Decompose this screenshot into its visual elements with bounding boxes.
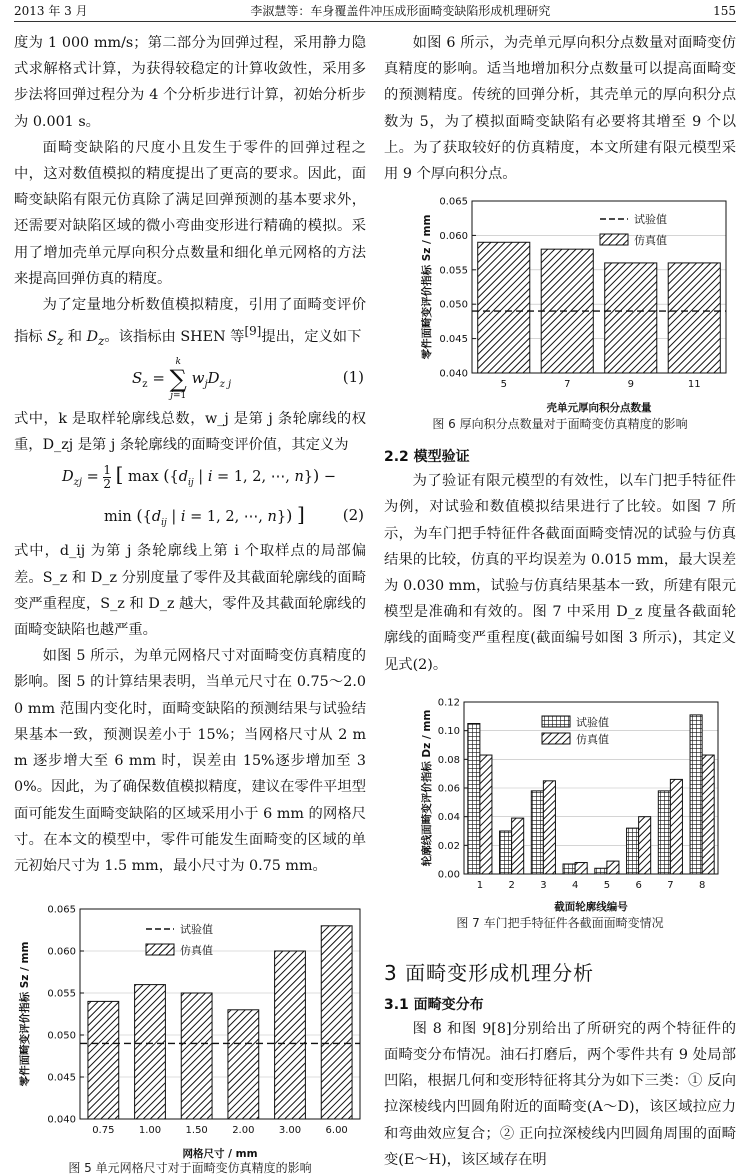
left-column xyxy=(14,30,366,1176)
y-tick-label: 0.060 xyxy=(439,231,468,243)
y-tick-label: 0.050 xyxy=(47,1030,76,1042)
x-axis-label: 壳单元厚向积分点数量 xyxy=(546,402,652,415)
figure-6-chart xyxy=(384,193,736,415)
y-tick-label: 0.10 xyxy=(437,726,460,738)
header-page-number: 155 xyxy=(713,3,736,18)
x-axis-label: 截面轮廓线编号 xyxy=(554,900,628,913)
x-axis-label: 网格尺寸 / mm xyxy=(182,1148,258,1161)
header-date: 2013 年 3 月 xyxy=(14,4,88,18)
y-tick-label: 0.040 xyxy=(47,1114,76,1126)
paragraph: 式中，d_ij 为第 j 条轮廓线上第 i 个取样点的局部偏差。S_z 和 D_z 分别度量了零件及其截面轮廓线的面畸变严重程度，S_z 和 D_z 越大，零件及其截面轮廓线的面畸变缺陷也越严重。 xyxy=(14,543,366,639)
x-tick-label: 7 xyxy=(667,879,674,891)
y-tick-label: 0.00 xyxy=(437,869,460,881)
legend-label: 试验值 xyxy=(180,923,213,937)
bar-sim-3 xyxy=(543,781,555,874)
y-tick-label: 0.065 xyxy=(439,196,468,208)
x-tick-label: 1 xyxy=(476,879,484,891)
x-tick-label: 7 xyxy=(564,379,571,391)
x-tick-label: 8 xyxy=(698,879,706,891)
figure-6-caption: 图 6 厚向积分点数量对于面畸变仿真精度的影响 xyxy=(432,417,688,432)
y-tick-label: 0.055 xyxy=(439,265,468,277)
bar-sim-7 xyxy=(670,779,682,874)
bar-sim-5 xyxy=(478,242,530,373)
y-tick-label: 0.02 xyxy=(437,840,460,852)
y-axis-label: 零件面畸变评价指标 Sz / mm xyxy=(19,941,31,1087)
x-tick-label: 0.75 xyxy=(92,1125,115,1137)
y-tick-label: 0.06 xyxy=(437,783,460,795)
section-heading-3-1: 3.1 面畸变分布 xyxy=(384,996,484,1013)
figure-5-chart xyxy=(14,901,366,1161)
legend-bar-swatch xyxy=(600,234,628,245)
bar-sim-1.50 xyxy=(181,993,212,1119)
bar-test-1 xyxy=(468,723,480,874)
paragraph: 图 8 和图 9[8]分别给出了所研究的两个特征件的面畸变分布情况。油石打磨后，两个零件共有 9 处局部凹陷，根据几何和变形特征将其分为如下三类：① 反向拉深棱线内凹圆角附近的面畸变(A～D)，该区域拉应力和弯曲效应复合；② 正向拉深棱线内凹圆角周围的面畸变(E～H)，该区域存在明 xyxy=(384,1020,736,1168)
x-tick-label: 3 xyxy=(540,879,547,891)
equation-2: $D_{zj}$ = $\frac{1}{2}$ [ $\max (\{d_{ij}$ | i = 1, 2, ⋯, n}) − $\min (\{d_{ij}$ | i = 1, 2, ⋯, n}) ] (2) xyxy=(62,462,364,529)
legend-label: 仿真值 xyxy=(576,732,609,746)
y-axis-label: 零件面畸变评价指标 Sz / mm xyxy=(421,214,433,360)
equation-number: (2) xyxy=(342,506,364,525)
page-header xyxy=(14,0,736,22)
paragraph: 面畸变缺陷的尺度小且发生于零件的回弹过程之中，这对数值模拟的精度提出了更高的要求。因此，面畸变缺陷有限元仿真除了满足回弹预测的基本要求外，还需要对缺陷区域的微小弯曲变形进行精确的模拟。采用了增加壳单元厚向积分点数量和细化单元网格的方法来提高回弹仿真的精度。 xyxy=(14,139,366,287)
y-tick-label: 0.04 xyxy=(437,812,460,824)
x-tick-label: 2 xyxy=(508,879,515,891)
paragraph: 度为 1 000 mm/s；第二部分为回弹过程，采用静力隐式求解格式计算，为获得较稳定的计算收敛性，采用多步法将回弹过程分为 4 个分析步进行计算，初始分析步为 0.001 s。 xyxy=(14,35,366,130)
x-tick-label: 9 xyxy=(627,379,634,391)
paragraph: 如图 6 所示，为壳单元厚向积分点数量对面畸变仿真精度的影响。适当地增加积分点数量可以提高面畸变的预测精度。传统的回弹分析，其壳单元的厚向积分点数为 5，为了模拟面畸变缺陷有必要将其增至 9 个以上。为了获取较好的仿真精度，本文所建有限元模型采用 9 个厚向积分点。 xyxy=(384,35,736,183)
plot-frame xyxy=(80,909,360,1119)
bar-sim-4 xyxy=(575,862,587,873)
paragraph: 如图 5 所示，为单元网格尺寸对面畸变仿真精度的影响。图 5 的计算结果表明，当单元尺寸在 0.75～2.00 mm 范围内变化时，面畸变缺陷的预测结果与试验结果基本一致，预测误差小于 15%；当网格尺寸从 2 mm 逐步增大至 6 mm 时，误差由 15%逐步增加至 30%。因此，为了确保数值模拟精度，建议在零件平坦型面可能发生面畸变缺陷的区域采用小于 6 mm 的网格尺寸。在本文的模型中，零件可能发生面畸变的区域的单元初始尺寸为 1.5 mm，最小尺寸为 0.75 mm。 xyxy=(14,648,366,874)
figure-5-caption: 图 5 单元网格尺寸对于面畸变仿真精度的影响 xyxy=(68,1161,312,1176)
x-tick-label: 3.00 xyxy=(278,1125,302,1137)
x-tick-label: 5 xyxy=(500,379,507,391)
bar-test-2 xyxy=(500,831,512,874)
bar-sim-2.00 xyxy=(228,1010,259,1119)
bar-test-7 xyxy=(658,791,670,874)
legend-label: 试验值 xyxy=(576,715,609,729)
y-tick-label: 0.040 xyxy=(439,368,468,380)
bar-test-5 xyxy=(595,868,607,874)
bar-sim-5 xyxy=(607,861,619,874)
x-tick-label: 2.00 xyxy=(232,1125,255,1137)
x-tick-label: 6.00 xyxy=(325,1125,348,1137)
bar-test-3 xyxy=(531,791,543,874)
x-tick-label: 4 xyxy=(571,879,579,891)
bar-sim-8 xyxy=(702,755,714,874)
bar-sim-1.00 xyxy=(135,985,166,1119)
y-tick-label: 0.060 xyxy=(47,946,76,958)
paragraph: 式中，k 是取样轮廓线总数，w_j 是第 j 条轮廓线的权重，D_zj 是第 j 条轮廓线的面畸变评价值，其定义为 xyxy=(14,411,366,454)
y-tick-label: 0.12 xyxy=(437,697,460,709)
y-tick-label: 0.055 xyxy=(47,988,76,1000)
equation-1: $S_z$ = k ∑ j=1 $w_jD_{z j}$ (1) xyxy=(132,357,364,402)
bar-sim-1 xyxy=(480,755,492,874)
bar-test-8 xyxy=(690,715,702,874)
paragraph: 为了验证有限元模型的有效性，以车门把手特征件为例，对试验和数值模拟结果进行了比较。如图 7 所示，为车门把手特征件各截面面畸变情况的试验与仿真结果的比较，仿真的平均误差为 0.015 mm，最大误差为 0.030 mm，试验与仿真结果基本一致，所建有限元模型是准确和有效的。图 7 中采用 D_z 度量各截面轮廓线的面畸变严重程度(截面编号如图 3 所示)，其定义见式(2)。 xyxy=(384,473,736,673)
legend-bar-swatch xyxy=(146,944,174,955)
x-tick-label: 11 xyxy=(687,379,701,391)
bar-test-6 xyxy=(627,828,639,874)
legend-label: 试验值 xyxy=(634,213,667,227)
right-column xyxy=(384,30,736,1173)
legend-label: 仿真值 xyxy=(634,234,667,248)
header-title: 李淑慧等：车身覆盖件冲压成形面畸变缺陷形成机理研究 xyxy=(250,4,551,18)
bar-sim-2 xyxy=(512,818,524,874)
section-heading-3: 3 面畸变形成机理分析 xyxy=(384,960,595,985)
x-tick-label: 6 xyxy=(635,879,642,891)
bar-test-4 xyxy=(563,864,575,874)
legend-label: 仿真值 xyxy=(180,944,213,958)
y-tick-label: 0.08 xyxy=(437,754,460,766)
bar-sim-0.75 xyxy=(88,1002,119,1120)
bar-sim-11 xyxy=(668,263,720,373)
y-tick-label: 0.050 xyxy=(439,299,468,311)
legend-bar-swatch xyxy=(542,716,570,727)
y-tick-label: 0.065 xyxy=(47,904,76,916)
x-tick-label: 5 xyxy=(603,879,611,891)
figure-7-chart xyxy=(384,688,736,914)
bar-sim-6 xyxy=(639,817,651,874)
x-tick-label: 1.00 xyxy=(138,1125,162,1137)
y-tick-label: 0.045 xyxy=(47,1072,76,1084)
section-heading-2-2: 2.2 模型验证 xyxy=(384,449,470,466)
y-axis-label: 轮廓线面畸变评价指标 Dz / mm xyxy=(421,709,433,867)
equation-number: (1) xyxy=(342,368,364,387)
bar-sim-3.00 xyxy=(275,951,306,1119)
legend-bar-swatch xyxy=(542,733,570,744)
bar-sim-6.00 xyxy=(321,926,352,1119)
y-tick-label: 0.045 xyxy=(439,334,468,346)
figure-7-caption: 图 7 车门把手特征件各截面面畸变情况 xyxy=(456,915,664,930)
paragraph: 为了定量地分析数值模拟精度，引用了面畸变评价指标 $S_z$ 和 $D_z$。该指标由 SHEN 等[9]提出，定义如下 xyxy=(14,297,366,348)
bar-sim-9 xyxy=(605,263,657,373)
x-tick-label: 1.50 xyxy=(185,1125,208,1137)
